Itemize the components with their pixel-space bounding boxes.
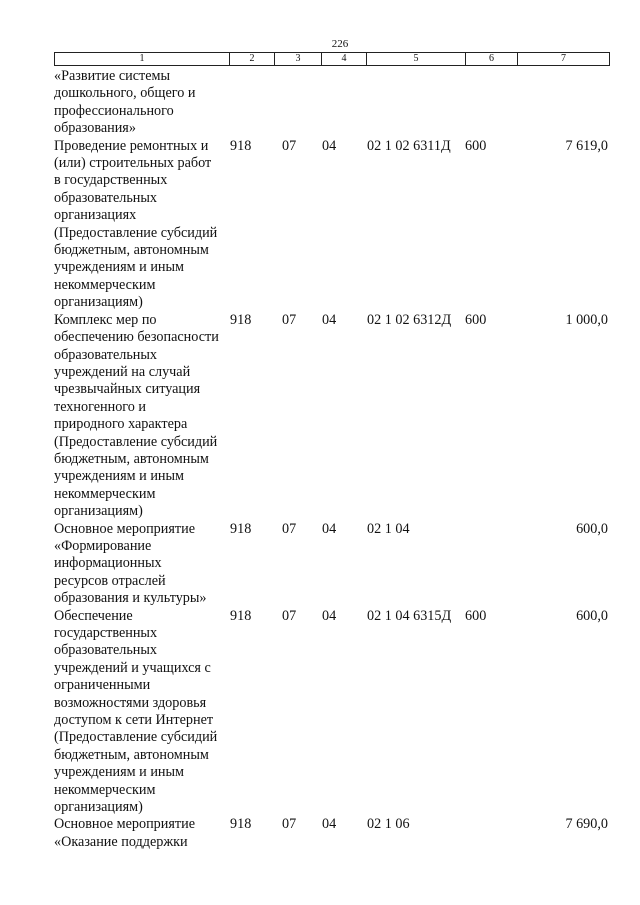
target-article: 02 1 04 bbox=[367, 520, 410, 537]
header-col-1: 1 bbox=[55, 53, 230, 65]
row-name-line: государственных bbox=[54, 625, 158, 641]
row-name-line: организациям) bbox=[54, 503, 143, 520]
row-name-line: бюджетным, автономным bbox=[54, 746, 209, 763]
amount: 600,0 bbox=[576, 520, 608, 537]
subsection-code: 04 bbox=[322, 311, 337, 328]
table-row bbox=[54, 138, 610, 312]
subsection-code: 04 bbox=[322, 137, 337, 154]
amount: 7 619,0 bbox=[565, 137, 608, 154]
subsection-code: 04 bbox=[322, 816, 337, 833]
row-name-line: чрезвычайных ситуация bbox=[54, 381, 201, 398]
row-name-line: некоммерческим bbox=[54, 276, 156, 293]
row-name-line: доступом к сети Интернет bbox=[54, 712, 214, 729]
row-name-line: дошкольного, общего и bbox=[54, 85, 196, 102]
header-col-4: 4 bbox=[322, 53, 367, 65]
ministry-code: 918 bbox=[230, 311, 252, 328]
row-name-line: информационных bbox=[54, 555, 162, 572]
header-col-6: 6 bbox=[466, 53, 518, 65]
section-code: 07 bbox=[282, 607, 297, 624]
row-name-line: возможностями здоровья bbox=[54, 694, 207, 711]
subsection-code bbox=[321, 68, 366, 138]
section-code bbox=[274, 68, 321, 138]
table-row bbox=[54, 608, 610, 817]
amount: 1 000,0 bbox=[565, 311, 608, 328]
row-name-line: (или) строительных работ bbox=[54, 155, 212, 172]
row-name bbox=[54, 138, 229, 312]
row-name-line: образовательных bbox=[54, 642, 158, 659]
row-name-line: природного характера bbox=[54, 416, 188, 433]
row-name-line: организациях bbox=[54, 207, 137, 224]
row-name-line: Комплекс мер по bbox=[54, 311, 157, 328]
row-name-line: образования» bbox=[54, 120, 136, 137]
header-col-3: 3 bbox=[275, 53, 322, 65]
amount: 600,0 bbox=[576, 607, 608, 624]
table-body bbox=[54, 68, 610, 851]
row-name-line: профессионального bbox=[54, 102, 174, 119]
ministry-code: 918 bbox=[230, 520, 252, 537]
table-header bbox=[54, 52, 610, 66]
expense-type bbox=[465, 68, 517, 138]
table-row bbox=[54, 816, 610, 851]
row-name-line: учреждениям и иным bbox=[54, 764, 185, 781]
target-article: 02 1 04 6315Д bbox=[367, 607, 452, 624]
table-row bbox=[54, 312, 610, 521]
expense-type bbox=[465, 521, 517, 608]
row-name-line: обеспечению безопасности bbox=[54, 329, 219, 346]
row-name-line: Проведение ремонтных и bbox=[54, 137, 209, 154]
row-name-line: в государственных bbox=[54, 172, 168, 189]
row-name-line: ограниченными bbox=[54, 677, 151, 694]
subsection-code: 04 bbox=[322, 520, 337, 537]
page-number: 226 bbox=[331, 38, 349, 50]
row-name bbox=[54, 68, 229, 138]
section-code: 07 bbox=[282, 311, 297, 328]
row-name-line: Основное мероприятие bbox=[54, 520, 195, 537]
target-article: 02 1 02 6311Д bbox=[367, 137, 451, 154]
row-name-line: (Предоставление субсидий bbox=[54, 224, 218, 241]
expense-type bbox=[465, 816, 517, 851]
row-name-line: ресурсов отраслей bbox=[54, 572, 166, 589]
row-name bbox=[54, 816, 229, 851]
row-name-line: (Предоставление субсидий bbox=[54, 729, 218, 746]
section-code: 07 bbox=[282, 137, 297, 154]
row-name-line: организациям) bbox=[54, 799, 143, 816]
expense-type: 600 bbox=[465, 311, 487, 328]
row-name-line: образовательных bbox=[54, 189, 158, 206]
ministry-code: 918 bbox=[230, 137, 252, 154]
table-row bbox=[54, 68, 610, 138]
header-col-7: 7 bbox=[561, 53, 566, 64]
row-name bbox=[54, 312, 229, 521]
ministry-code bbox=[229, 68, 274, 138]
header-col-5: 5 bbox=[367, 53, 466, 65]
row-name-line: техногенного и bbox=[54, 398, 146, 415]
target-article: 02 1 02 6312Д bbox=[367, 311, 452, 328]
row-name-line: некоммерческим bbox=[54, 485, 156, 502]
target-article: 02 1 06 bbox=[367, 816, 410, 833]
row-name-line: учреждениям и иным bbox=[54, 259, 185, 276]
row-name bbox=[54, 608, 229, 817]
row-name-line: некоммерческим bbox=[54, 781, 156, 798]
ministry-code: 918 bbox=[230, 816, 252, 833]
section-code: 07 bbox=[282, 816, 297, 833]
expense-type: 600 bbox=[465, 137, 487, 154]
row-name-line: «Формирование bbox=[54, 537, 152, 554]
row-name-line: учреждениям и иным bbox=[54, 468, 185, 485]
amount bbox=[517, 68, 608, 138]
subsection-code: 04 bbox=[322, 607, 337, 624]
header-col-2: 2 bbox=[230, 53, 275, 65]
table-row bbox=[54, 521, 610, 608]
row-name-line: образовательных bbox=[54, 346, 158, 363]
row-name-line: Основное мероприятие bbox=[54, 816, 195, 833]
amount: 7 690,0 bbox=[565, 816, 608, 833]
row-name-line: учреждений на случай bbox=[54, 363, 191, 380]
row-name-line: учреждений и учащихся с bbox=[54, 659, 211, 676]
ministry-code: 918 bbox=[230, 607, 252, 624]
row-name-line: (Предоставление субсидий bbox=[54, 433, 218, 450]
row-name-line: Обеспечение bbox=[54, 607, 133, 624]
expense-type: 600 bbox=[465, 607, 487, 624]
section-code: 07 bbox=[282, 520, 297, 537]
row-name-line: «Развитие системы bbox=[54, 68, 171, 84]
row-name-line: образования и культуры» bbox=[54, 590, 207, 607]
row-name bbox=[54, 521, 229, 608]
row-name-line: организациям) bbox=[54, 294, 143, 311]
target-article bbox=[366, 68, 465, 138]
row-name-line: «Оказание поддержки bbox=[54, 833, 188, 850]
row-name-line: бюджетным, автономным bbox=[54, 450, 209, 467]
row-name-line: бюджетным, автономным bbox=[54, 242, 209, 259]
